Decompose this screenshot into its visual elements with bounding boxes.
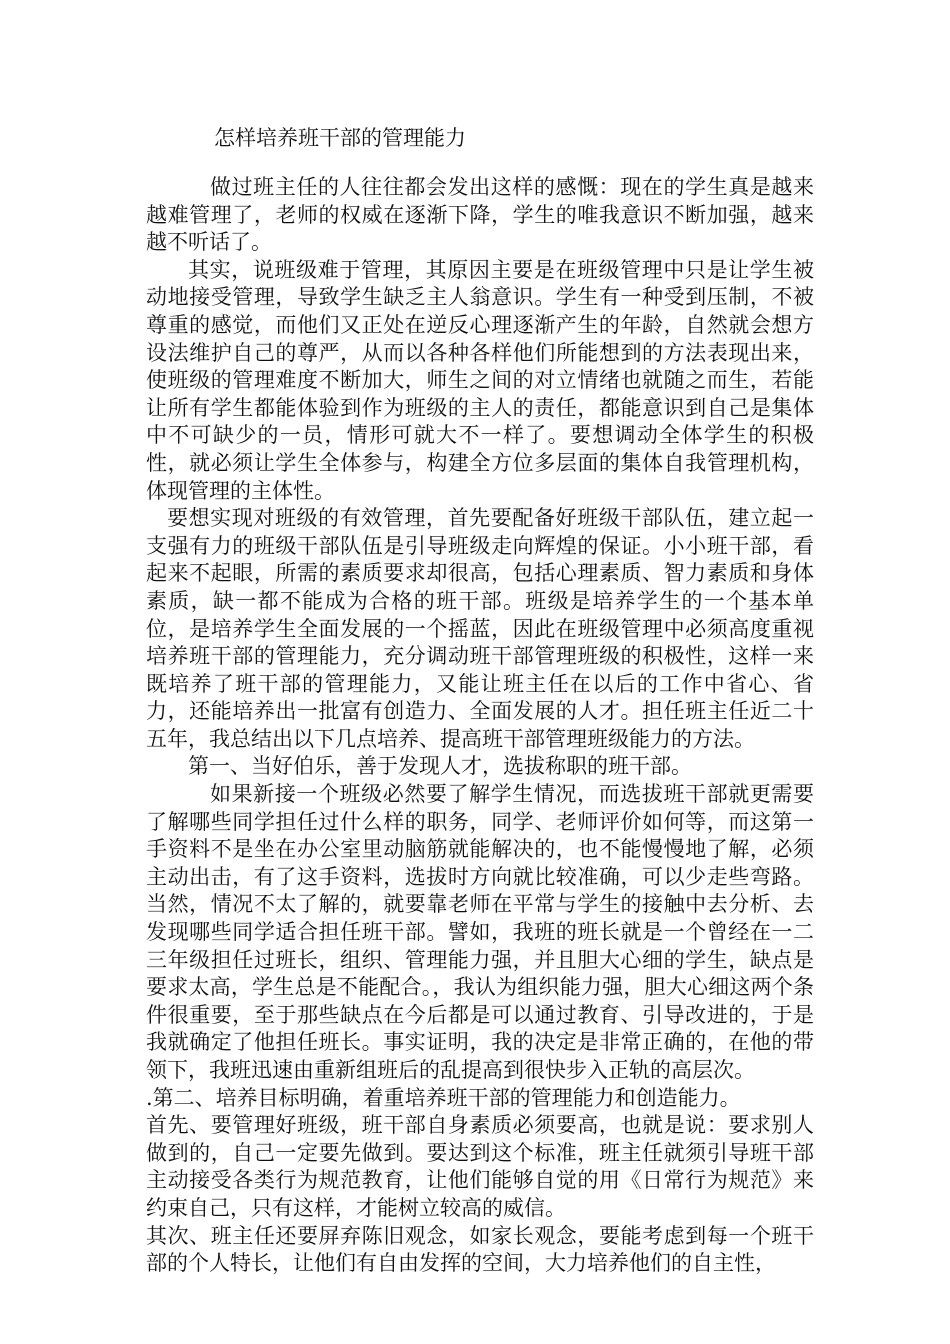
document-body bbox=[146, 174, 814, 1278]
section-heading-second: .第二、培养目标明确，着重培养班干部的管理能力和创造能力。 bbox=[146, 1085, 741, 1110]
section-heading-first: 第一、当好伯乐，善于发现人才，选拔称职的班干部。 bbox=[188, 754, 692, 779]
paragraph-first-point: 首先、要管理好班级，班干部自身素质必须要高，也就是说：要求别人做到的，自己一定要先做到。要达到这个标准，班主任就须引导班干部主动接受各类行为规范教育，让他们能够自觉的用《日常行为规范》来约束自己，只有这样，才能树立较高的威信。 bbox=[146, 1113, 814, 1220]
paragraph-reason: 其实，说班级难于管理，其原因主要是在班级管理中只是让学生被动地接受管理，导致学生缺乏主人翁意识。学生有一种受到压制，不被尊重的感觉，而他们又正处在逆反心理逐渐产生的年龄，自然就会想方设法维护自己的尊严，从而以各种各样他们所能想到的方法表现出来，使班级的管理难度不断加大，师生之间的对立情绪也就随之而生，若能让所有学生都能体验到作为班级的主人的责任，都能意识到自己是集体中不可缺少的一员，情形可就大不一样了。要想调动全体学生的积极性，就必须让学生全体参与，构建全方位多层面的集体自我管理机构，体现管理的主体性。 bbox=[146, 257, 814, 503]
paragraph-intro: 做过班主任的人往往都会发出这样的感慨：现在的学生真是越来越难管理了，老师的权威在逐渐下降，学生的唯我意识不断加强，越来越不听话了。 bbox=[146, 175, 814, 255]
paragraph-second-point: 其次、班主任还要屏弃陈旧观念，如家长观念，要能考虑到每一个班干部的个人特长，让他们有自由发挥的空间，大力培养他们的自主性， bbox=[146, 1223, 814, 1276]
paragraph-selection: 如果新接一个班级必然要了解学生情况，而选拔班干部就更需要了解哪些同学担任过什么样的职务，同学、老师评价如何等，而这第一手资料不是坐在办公室里动脑筋就能解决的，也不能慢慢地了解，必须主动出击，有了这手资料，选拔时方向就比较准确，可以少走些弯路。当然，情况不太了解的，就要靠老师在平常与学生的接触中去分析、去发现哪些同学适合担任班干部。譬如，我班的班长就是一个曾经在一二三年级担任过班长，组织、管理能力强，并且胆大心细的学生，缺点是要求太高，学生总是不能配合。，我认为组织能力强，胆大心细这两个条件很重要，至于那些缺点在今后都是可以通过教育、引导改进的，于是我就确定了他担任班长。事实证明，我的决定是非常正确的，在他的带领下，我班迅速由重新组班后的乱提高到很快步入正轨的高层次。 bbox=[146, 782, 814, 1082]
document-title: 怎样培养班干部的管理能力 bbox=[214, 126, 466, 150]
paragraph-cadre-team: 要想实现对班级的有效管理，首先要配备好班级干部队伍，建立起一支强有力的班级干部队伍是引导班级走向辉煌的保证。小小班干部，看起来不起眼，所需的素质要求却很高，包括心理素质、智力素质和身体素质，缺一都不能成为合格的班干部。班级是培养学生的一个基本单位，是培养学生全面发展的一个摇蓝，因此在班级管理中必须高度重视培养班干部的管理能力，充分调动班干部管理班级的积极性，这样一来既培养了班干部的管理能力，又能让班主任在以后的工作中省心、省力，还能培养出一批富有创造力、全面发展的人才。担任班主任近二十五年，我总结出以下几点培养、提高班干部管理班级能力的方法。 bbox=[146, 506, 814, 751]
